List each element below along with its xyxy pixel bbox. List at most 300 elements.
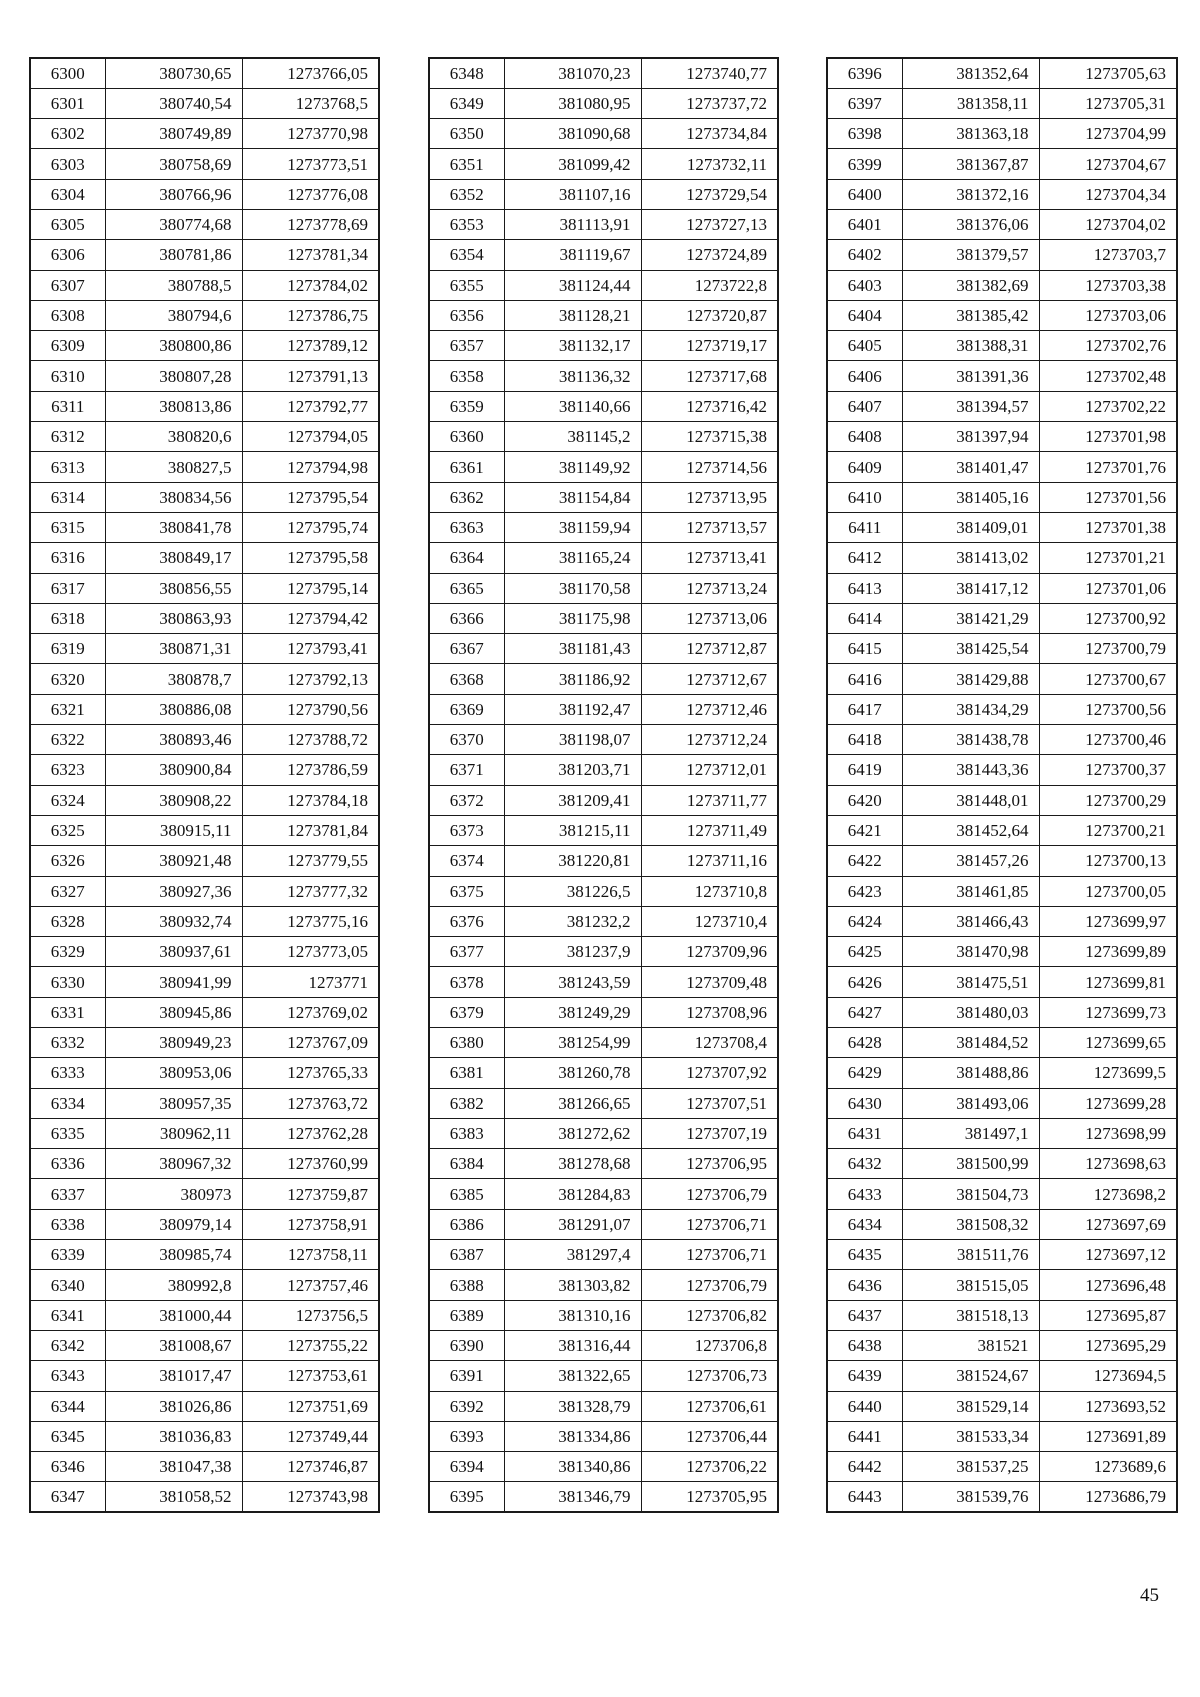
table-row bbox=[429, 179, 778, 209]
table-row bbox=[30, 452, 379, 482]
table-row bbox=[30, 815, 379, 845]
y-coordinate-cell: 1273697,69 bbox=[1039, 1209, 1177, 1239]
point-number-cell: 6353 bbox=[429, 209, 504, 239]
x-coordinate-cell: 380863,93 bbox=[105, 603, 242, 633]
y-coordinate-cell: 1273703,06 bbox=[1039, 300, 1177, 330]
y-coordinate-cell: 1273711,77 bbox=[641, 785, 778, 815]
point-number-cell: 6424 bbox=[827, 906, 902, 936]
table-row bbox=[429, 694, 778, 724]
table-row bbox=[429, 391, 778, 421]
x-coordinate-cell: 381352,64 bbox=[902, 58, 1039, 88]
y-coordinate-cell: 1273710,8 bbox=[641, 876, 778, 906]
table-row bbox=[827, 58, 1177, 88]
table-row bbox=[827, 785, 1177, 815]
x-coordinate-cell: 381026,86 bbox=[105, 1391, 242, 1421]
x-coordinate-cell: 381328,79 bbox=[504, 1391, 641, 1421]
table-row bbox=[827, 1058, 1177, 1088]
x-coordinate-cell: 380953,06 bbox=[105, 1058, 242, 1088]
table-row bbox=[827, 1088, 1177, 1118]
point-number-cell: 6320 bbox=[30, 664, 105, 694]
x-coordinate-cell: 381149,92 bbox=[504, 452, 641, 482]
y-coordinate-cell: 1273686,79 bbox=[1039, 1482, 1177, 1512]
y-coordinate-cell: 1273700,29 bbox=[1039, 785, 1177, 815]
x-coordinate-cell: 381099,42 bbox=[504, 149, 641, 179]
table-row bbox=[429, 1300, 778, 1330]
y-coordinate-cell: 1273732,11 bbox=[641, 149, 778, 179]
table-row bbox=[30, 119, 379, 149]
x-coordinate-cell: 381132,17 bbox=[504, 331, 641, 361]
table-row bbox=[30, 846, 379, 876]
table-row bbox=[30, 512, 379, 542]
point-number-cell: 6412 bbox=[827, 543, 902, 573]
x-coordinate-cell: 381515,05 bbox=[902, 1270, 1039, 1300]
table-row bbox=[429, 1330, 778, 1360]
x-coordinate-cell: 380927,36 bbox=[105, 876, 242, 906]
point-number-cell: 6373 bbox=[429, 815, 504, 845]
x-coordinate-cell: 380937,61 bbox=[105, 937, 242, 967]
point-number-cell: 6432 bbox=[827, 1149, 902, 1179]
point-number-cell: 6401 bbox=[827, 209, 902, 239]
x-coordinate-cell: 381058,52 bbox=[105, 1482, 242, 1512]
y-coordinate-cell: 1273755,22 bbox=[242, 1330, 379, 1360]
y-coordinate-cell: 1273751,69 bbox=[242, 1391, 379, 1421]
table-row bbox=[30, 755, 379, 785]
point-number-cell: 6368 bbox=[429, 664, 504, 694]
point-number-cell: 6337 bbox=[30, 1179, 105, 1209]
y-coordinate-cell: 1273701,56 bbox=[1039, 482, 1177, 512]
table-row bbox=[429, 1482, 778, 1512]
x-coordinate-cell: 380827,5 bbox=[105, 452, 242, 482]
point-number-cell: 6339 bbox=[30, 1240, 105, 1270]
y-coordinate-cell: 1273700,79 bbox=[1039, 634, 1177, 664]
table-row bbox=[827, 846, 1177, 876]
x-coordinate-cell: 381500,99 bbox=[902, 1149, 1039, 1179]
table-row bbox=[30, 573, 379, 603]
x-coordinate-cell: 381434,29 bbox=[902, 694, 1039, 724]
x-coordinate-cell: 381480,03 bbox=[902, 997, 1039, 1027]
x-coordinate-cell: 381425,54 bbox=[902, 634, 1039, 664]
y-coordinate-cell: 1273795,58 bbox=[242, 543, 379, 573]
point-number-cell: 6350 bbox=[429, 119, 504, 149]
point-number-cell: 6442 bbox=[827, 1452, 902, 1482]
point-number-cell: 6392 bbox=[429, 1391, 504, 1421]
y-coordinate-cell: 1273773,51 bbox=[242, 149, 379, 179]
y-coordinate-cell: 1273705,95 bbox=[641, 1482, 778, 1512]
point-number-cell: 6381 bbox=[429, 1058, 504, 1088]
x-coordinate-cell: 381394,57 bbox=[902, 391, 1039, 421]
point-number-cell: 6415 bbox=[827, 634, 902, 664]
y-coordinate-cell: 1273700,67 bbox=[1039, 664, 1177, 694]
y-coordinate-cell: 1273709,96 bbox=[641, 937, 778, 967]
table-row bbox=[30, 1421, 379, 1451]
point-number-cell: 6390 bbox=[429, 1330, 504, 1360]
x-coordinate-cell: 380758,69 bbox=[105, 149, 242, 179]
table-row bbox=[30, 1149, 379, 1179]
table-row bbox=[429, 88, 778, 118]
table-row bbox=[30, 694, 379, 724]
x-coordinate-cell: 381080,95 bbox=[504, 88, 641, 118]
point-number-cell: 6342 bbox=[30, 1330, 105, 1360]
coordinate-table-2 bbox=[428, 57, 779, 1513]
table-row bbox=[827, 1118, 1177, 1148]
y-coordinate-cell: 1273795,14 bbox=[242, 573, 379, 603]
point-number-cell: 6357 bbox=[429, 331, 504, 361]
point-number-cell: 6305 bbox=[30, 209, 105, 239]
page-number: 45 bbox=[1140, 1585, 1159, 1606]
x-coordinate-cell: 381438,78 bbox=[902, 725, 1039, 755]
point-number-cell: 6308 bbox=[30, 300, 105, 330]
table-row bbox=[429, 209, 778, 239]
x-coordinate-cell: 380766,96 bbox=[105, 179, 242, 209]
table-row bbox=[30, 240, 379, 270]
point-number-cell: 6372 bbox=[429, 785, 504, 815]
table-row bbox=[429, 725, 778, 755]
point-number-cell: 6314 bbox=[30, 482, 105, 512]
y-coordinate-cell: 1273791,13 bbox=[242, 361, 379, 391]
y-coordinate-cell: 1273729,54 bbox=[641, 179, 778, 209]
point-number-cell: 6326 bbox=[30, 846, 105, 876]
x-coordinate-cell: 381175,98 bbox=[504, 603, 641, 633]
point-number-cell: 6422 bbox=[827, 846, 902, 876]
x-coordinate-cell: 381297,4 bbox=[504, 1240, 641, 1270]
point-number-cell: 6407 bbox=[827, 391, 902, 421]
x-coordinate-cell: 381413,02 bbox=[902, 543, 1039, 573]
table-row bbox=[827, 967, 1177, 997]
y-coordinate-cell: 1273778,69 bbox=[242, 209, 379, 239]
point-number-cell: 6364 bbox=[429, 543, 504, 573]
point-number-cell: 6421 bbox=[827, 815, 902, 845]
x-coordinate-cell: 381382,69 bbox=[902, 270, 1039, 300]
point-number-cell: 6304 bbox=[30, 179, 105, 209]
x-coordinate-cell: 380900,84 bbox=[105, 755, 242, 785]
table-row bbox=[827, 209, 1177, 239]
point-number-cell: 6321 bbox=[30, 694, 105, 724]
table-row bbox=[30, 1361, 379, 1391]
point-number-cell: 6329 bbox=[30, 937, 105, 967]
point-number-cell: 6419 bbox=[827, 755, 902, 785]
x-coordinate-cell: 381334,86 bbox=[504, 1421, 641, 1451]
point-number-cell: 6360 bbox=[429, 422, 504, 452]
table-row bbox=[429, 452, 778, 482]
y-coordinate-cell: 1273695,87 bbox=[1039, 1300, 1177, 1330]
x-coordinate-cell: 381209,41 bbox=[504, 785, 641, 815]
y-coordinate-cell: 1273706,79 bbox=[641, 1179, 778, 1209]
table-row bbox=[30, 1028, 379, 1058]
table-row bbox=[827, 937, 1177, 967]
y-coordinate-cell: 1273700,92 bbox=[1039, 603, 1177, 633]
x-coordinate-cell: 380957,35 bbox=[105, 1088, 242, 1118]
x-coordinate-cell: 380834,56 bbox=[105, 482, 242, 512]
x-coordinate-cell: 381470,98 bbox=[902, 937, 1039, 967]
table-row bbox=[827, 755, 1177, 785]
table-row bbox=[827, 694, 1177, 724]
table-row bbox=[429, 361, 778, 391]
y-coordinate-cell: 1273705,63 bbox=[1039, 58, 1177, 88]
point-number-cell: 6354 bbox=[429, 240, 504, 270]
y-coordinate-cell: 1273760,99 bbox=[242, 1149, 379, 1179]
point-number-cell: 6327 bbox=[30, 876, 105, 906]
point-number-cell: 6380 bbox=[429, 1028, 504, 1058]
x-coordinate-cell: 380740,54 bbox=[105, 88, 242, 118]
y-coordinate-cell: 1273781,84 bbox=[242, 815, 379, 845]
x-coordinate-cell: 381254,99 bbox=[504, 1028, 641, 1058]
y-coordinate-cell: 1273708,4 bbox=[641, 1028, 778, 1058]
x-coordinate-cell: 381192,47 bbox=[504, 694, 641, 724]
point-number-cell: 6441 bbox=[827, 1421, 902, 1451]
y-coordinate-cell: 1273794,42 bbox=[242, 603, 379, 633]
point-number-cell: 6315 bbox=[30, 512, 105, 542]
y-coordinate-cell: 1273701,21 bbox=[1039, 543, 1177, 573]
y-coordinate-cell: 1273722,8 bbox=[641, 270, 778, 300]
table-row bbox=[827, 452, 1177, 482]
table-row bbox=[429, 1058, 778, 1088]
x-coordinate-cell: 380871,31 bbox=[105, 634, 242, 664]
table-row bbox=[429, 1391, 778, 1421]
point-number-cell: 6336 bbox=[30, 1149, 105, 1179]
x-coordinate-cell: 381508,32 bbox=[902, 1209, 1039, 1239]
x-coordinate-cell: 380908,22 bbox=[105, 785, 242, 815]
point-number-cell: 6331 bbox=[30, 997, 105, 1027]
table-row bbox=[827, 1391, 1177, 1421]
point-number-cell: 6439 bbox=[827, 1361, 902, 1391]
point-number-cell: 6359 bbox=[429, 391, 504, 421]
table-row bbox=[429, 785, 778, 815]
table-row bbox=[827, 361, 1177, 391]
point-number-cell: 6394 bbox=[429, 1452, 504, 1482]
y-coordinate-cell: 1273790,56 bbox=[242, 694, 379, 724]
y-coordinate-cell: 1273707,51 bbox=[641, 1088, 778, 1118]
x-coordinate-cell: 380774,68 bbox=[105, 209, 242, 239]
y-coordinate-cell: 1273768,5 bbox=[242, 88, 379, 118]
table-row bbox=[827, 664, 1177, 694]
table-row bbox=[429, 1118, 778, 1148]
table-row bbox=[827, 1028, 1177, 1058]
point-number-cell: 6362 bbox=[429, 482, 504, 512]
x-coordinate-cell: 380807,28 bbox=[105, 361, 242, 391]
x-coordinate-cell: 380915,11 bbox=[105, 815, 242, 845]
y-coordinate-cell: 1273706,95 bbox=[641, 1149, 778, 1179]
table-row bbox=[827, 512, 1177, 542]
table-row bbox=[827, 815, 1177, 845]
table-row bbox=[30, 664, 379, 694]
x-coordinate-cell: 381181,43 bbox=[504, 634, 641, 664]
x-coordinate-cell: 380985,74 bbox=[105, 1240, 242, 1270]
table-row bbox=[30, 331, 379, 361]
x-coordinate-cell: 381461,85 bbox=[902, 876, 1039, 906]
y-coordinate-cell: 1273712,24 bbox=[641, 725, 778, 755]
table-row bbox=[30, 1058, 379, 1088]
table-row bbox=[827, 300, 1177, 330]
point-number-cell: 6303 bbox=[30, 149, 105, 179]
point-number-cell: 6411 bbox=[827, 512, 902, 542]
y-coordinate-cell: 1273737,72 bbox=[641, 88, 778, 118]
point-number-cell: 6351 bbox=[429, 149, 504, 179]
table-row bbox=[30, 1088, 379, 1118]
y-coordinate-cell: 1273699,97 bbox=[1039, 906, 1177, 936]
table-row bbox=[827, 1421, 1177, 1451]
x-coordinate-cell: 381203,71 bbox=[504, 755, 641, 785]
y-coordinate-cell: 1273704,99 bbox=[1039, 119, 1177, 149]
table-row bbox=[827, 997, 1177, 1027]
table-row bbox=[30, 149, 379, 179]
table-row bbox=[30, 1270, 379, 1300]
y-coordinate-cell: 1273701,06 bbox=[1039, 573, 1177, 603]
point-number-cell: 6328 bbox=[30, 906, 105, 936]
y-coordinate-cell: 1273702,22 bbox=[1039, 391, 1177, 421]
table-row bbox=[429, 270, 778, 300]
y-coordinate-cell: 1273706,82 bbox=[641, 1300, 778, 1330]
y-coordinate-cell: 1273792,77 bbox=[242, 391, 379, 421]
point-number-cell: 6414 bbox=[827, 603, 902, 633]
x-coordinate-cell: 381232,2 bbox=[504, 906, 641, 936]
y-coordinate-cell: 1273766,05 bbox=[242, 58, 379, 88]
point-number-cell: 6323 bbox=[30, 755, 105, 785]
table-row bbox=[429, 664, 778, 694]
point-number-cell: 6363 bbox=[429, 512, 504, 542]
point-number-cell: 6344 bbox=[30, 1391, 105, 1421]
x-coordinate-cell: 381539,76 bbox=[902, 1482, 1039, 1512]
point-number-cell: 6378 bbox=[429, 967, 504, 997]
table-row bbox=[30, 543, 379, 573]
point-number-cell: 6375 bbox=[429, 876, 504, 906]
point-number-cell: 6391 bbox=[429, 1361, 504, 1391]
x-coordinate-cell: 381215,11 bbox=[504, 815, 641, 845]
table-row bbox=[30, 300, 379, 330]
x-coordinate-cell: 380749,89 bbox=[105, 119, 242, 149]
table-row bbox=[827, 1452, 1177, 1482]
point-number-cell: 6437 bbox=[827, 1300, 902, 1330]
table-row bbox=[827, 88, 1177, 118]
table-row bbox=[827, 179, 1177, 209]
point-number-cell: 6400 bbox=[827, 179, 902, 209]
x-coordinate-cell: 381405,16 bbox=[902, 482, 1039, 512]
point-number-cell: 6403 bbox=[827, 270, 902, 300]
x-coordinate-cell: 381291,07 bbox=[504, 1209, 641, 1239]
table-row bbox=[30, 270, 379, 300]
table-row bbox=[429, 603, 778, 633]
x-coordinate-cell: 381047,38 bbox=[105, 1452, 242, 1482]
y-coordinate-cell: 1273698,63 bbox=[1039, 1149, 1177, 1179]
table-row bbox=[429, 1270, 778, 1300]
table-row bbox=[30, 1391, 379, 1421]
y-coordinate-cell: 1273759,87 bbox=[242, 1179, 379, 1209]
point-number-cell: 6379 bbox=[429, 997, 504, 1027]
table-row bbox=[30, 482, 379, 512]
x-coordinate-cell: 381322,65 bbox=[504, 1361, 641, 1391]
table-row bbox=[827, 603, 1177, 633]
table-row bbox=[429, 755, 778, 785]
table-row bbox=[30, 997, 379, 1027]
point-number-cell: 6423 bbox=[827, 876, 902, 906]
point-number-cell: 6413 bbox=[827, 573, 902, 603]
point-number-cell: 6352 bbox=[429, 179, 504, 209]
y-coordinate-cell: 1273698,2 bbox=[1039, 1179, 1177, 1209]
table-row bbox=[827, 634, 1177, 664]
table-row bbox=[827, 1330, 1177, 1360]
point-number-cell: 6427 bbox=[827, 997, 902, 1027]
table-row bbox=[30, 1179, 379, 1209]
y-coordinate-cell: 1273713,57 bbox=[641, 512, 778, 542]
y-coordinate-cell: 1273786,75 bbox=[242, 300, 379, 330]
table-row bbox=[827, 1149, 1177, 1179]
table-row bbox=[429, 240, 778, 270]
table-row bbox=[429, 997, 778, 1027]
y-coordinate-cell: 1273707,19 bbox=[641, 1118, 778, 1148]
y-coordinate-cell: 1273709,48 bbox=[641, 967, 778, 997]
y-coordinate-cell: 1273716,42 bbox=[641, 391, 778, 421]
x-coordinate-cell: 381113,91 bbox=[504, 209, 641, 239]
x-coordinate-cell: 380878,7 bbox=[105, 664, 242, 694]
y-coordinate-cell: 1273712,46 bbox=[641, 694, 778, 724]
y-coordinate-cell: 1273715,38 bbox=[641, 422, 778, 452]
y-coordinate-cell: 1273781,34 bbox=[242, 240, 379, 270]
y-coordinate-cell: 1273696,48 bbox=[1039, 1270, 1177, 1300]
point-number-cell: 6385 bbox=[429, 1179, 504, 1209]
x-coordinate-cell: 380820,6 bbox=[105, 422, 242, 452]
x-coordinate-cell: 381504,73 bbox=[902, 1179, 1039, 1209]
table-row bbox=[30, 1300, 379, 1330]
y-coordinate-cell: 1273712,01 bbox=[641, 755, 778, 785]
x-coordinate-cell: 381367,87 bbox=[902, 149, 1039, 179]
y-coordinate-cell: 1273706,71 bbox=[641, 1209, 778, 1239]
table-row bbox=[827, 422, 1177, 452]
point-number-cell: 6405 bbox=[827, 331, 902, 361]
y-coordinate-cell: 1273702,48 bbox=[1039, 361, 1177, 391]
table-row bbox=[827, 270, 1177, 300]
table-row bbox=[30, 603, 379, 633]
point-number-cell: 6384 bbox=[429, 1149, 504, 1179]
x-coordinate-cell: 380921,48 bbox=[105, 846, 242, 876]
x-coordinate-cell: 381401,47 bbox=[902, 452, 1039, 482]
y-coordinate-cell: 1273786,59 bbox=[242, 755, 379, 785]
y-coordinate-cell: 1273706,22 bbox=[641, 1452, 778, 1482]
x-coordinate-cell: 380856,55 bbox=[105, 573, 242, 603]
x-coordinate-cell: 381159,94 bbox=[504, 512, 641, 542]
y-coordinate-cell: 1273777,32 bbox=[242, 876, 379, 906]
y-coordinate-cell: 1273706,79 bbox=[641, 1270, 778, 1300]
point-number-cell: 6438 bbox=[827, 1330, 902, 1360]
y-coordinate-cell: 1273700,37 bbox=[1039, 755, 1177, 785]
y-coordinate-cell: 1273794,05 bbox=[242, 422, 379, 452]
y-coordinate-cell: 1273713,41 bbox=[641, 543, 778, 573]
point-number-cell: 6440 bbox=[827, 1391, 902, 1421]
point-number-cell: 6409 bbox=[827, 452, 902, 482]
x-coordinate-cell: 381128,21 bbox=[504, 300, 641, 330]
y-coordinate-cell: 1273767,09 bbox=[242, 1028, 379, 1058]
y-coordinate-cell: 1273699,89 bbox=[1039, 937, 1177, 967]
point-number-cell: 6369 bbox=[429, 694, 504, 724]
x-coordinate-cell: 381226,5 bbox=[504, 876, 641, 906]
x-coordinate-cell: 381376,06 bbox=[902, 209, 1039, 239]
table-row bbox=[429, 331, 778, 361]
x-coordinate-cell: 380800,86 bbox=[105, 331, 242, 361]
point-number-cell: 6338 bbox=[30, 1209, 105, 1239]
y-coordinate-cell: 1273700,46 bbox=[1039, 725, 1177, 755]
table-row bbox=[429, 573, 778, 603]
x-coordinate-cell: 380730,65 bbox=[105, 58, 242, 88]
x-coordinate-cell: 381145,2 bbox=[504, 422, 641, 452]
x-coordinate-cell: 381421,29 bbox=[902, 603, 1039, 633]
point-number-cell: 6431 bbox=[827, 1118, 902, 1148]
x-coordinate-cell: 381391,36 bbox=[902, 361, 1039, 391]
point-number-cell: 6324 bbox=[30, 785, 105, 815]
y-coordinate-cell: 1273699,73 bbox=[1039, 997, 1177, 1027]
y-coordinate-cell: 1273697,12 bbox=[1039, 1240, 1177, 1270]
table-row bbox=[827, 876, 1177, 906]
table-row bbox=[30, 876, 379, 906]
x-coordinate-cell: 381409,01 bbox=[902, 512, 1039, 542]
x-coordinate-cell: 381518,13 bbox=[902, 1300, 1039, 1330]
